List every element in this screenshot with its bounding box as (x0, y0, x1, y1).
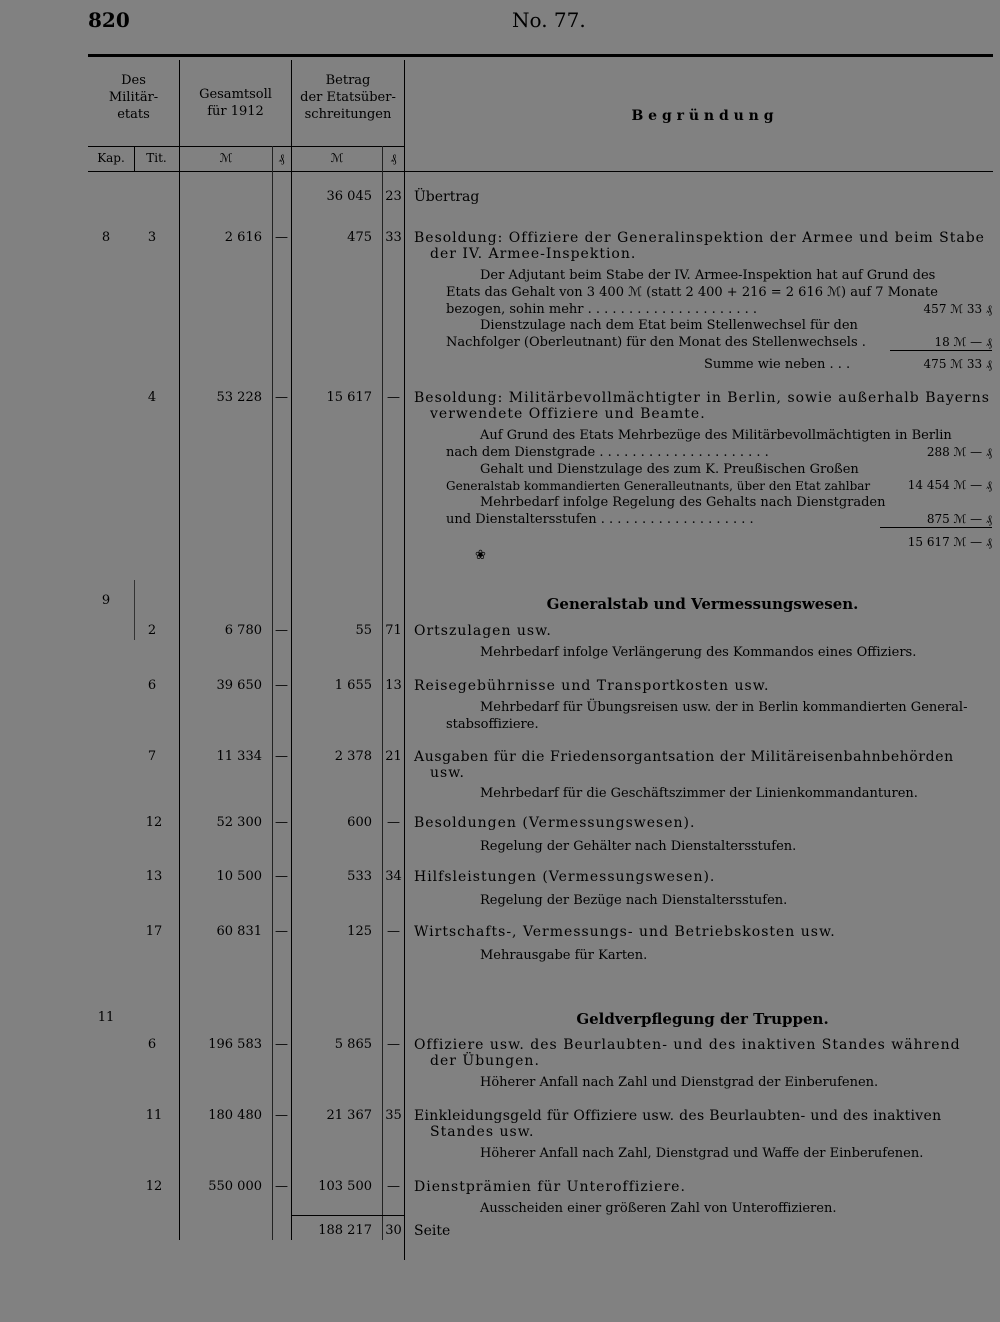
tit-cell: 6 (147, 678, 157, 693)
soll-pf-cell: — (275, 1037, 288, 1052)
detail-value: 14 454 ℳ — ₰ (907, 478, 992, 492)
betrag-cell: 2 378 (334, 749, 372, 764)
detail-sum-label: Summe wie neben . . . (704, 357, 851, 372)
soll-pf-cell: — (275, 1179, 288, 1194)
row-title-line: Besoldungen (Vermessungswesen). (414, 815, 696, 831)
betrag-cell: 125 (347, 924, 372, 939)
betrag-cell: 103 500 (318, 1179, 372, 1194)
tit-cell: 4 (147, 390, 157, 405)
soll-cell: 53 228 (216, 390, 262, 405)
detail-sum-value: 475 ℳ 33 ₰ (923, 357, 992, 371)
col-divider-3 (404, 60, 405, 1260)
row-note-line: Mehrbedarf für die Geschäftszimmer der Linienkommandanturen. (480, 786, 918, 801)
soll-pf-label: ₰ (278, 151, 285, 165)
detail-line: Etats das Gehalt von 3 400 ℳ (statt 2 400 + 216 = 2 616 ℳ) auf 7 Monate (446, 285, 938, 300)
row-note-line: Höherer Anfall nach Zahl, Dienstgrad und Waffe der Einberufenen. (480, 1146, 924, 1161)
header-bottom-rule (88, 171, 993, 172)
row-title-line: Offiziere usw. des Beurlaubten- und des inaktiven Standes während (414, 1037, 961, 1053)
betrag-cell: 21 367 (326, 1108, 372, 1123)
col-header-begruendung: B e g r ü n d u n g (631, 108, 774, 124)
soll-pf-cell: — (275, 924, 288, 939)
row-title-line: verwendete Offiziere und Beamte. (430, 406, 706, 422)
uebertrag-text: Übertrag (414, 189, 480, 205)
betrag-cell: 1 655 (334, 678, 372, 693)
betrag-pf-cell: 13 (385, 678, 402, 693)
soll-cell: 6 780 (224, 623, 262, 638)
detail-line: bezogen, sohin mehr . . . . . . . . . . . . . . . . . . . . . (446, 302, 758, 317)
tit-cell: 12 (145, 815, 163, 830)
betrag-cell: 475 (347, 230, 372, 245)
betrag-mark-label: ℳ (330, 151, 344, 165)
detail-line: Gehalt und Dienstzulage des zum K. Preußischen Großen (480, 462, 859, 477)
uebertrag-pf: 23 (385, 189, 402, 204)
betrag-pf-cell: — (387, 1179, 400, 1194)
row-title-line: der IV. Armee-Inspektion. (430, 246, 637, 262)
detail-value: 875 ℳ — ₰ (880, 512, 992, 528)
betrag-pf-cell: — (387, 1037, 400, 1052)
row-note-line: stabsoffiziere. (446, 717, 539, 732)
section-heading-generalstab: Generalstab und Vermessungswesen. (546, 595, 859, 613)
row-title-line: Besoldung: Militärbevollmächtigter in Berlin, sowie außerhalb Bayerns (414, 390, 990, 406)
detail-value: 288 ℳ — ₰ (926, 445, 992, 459)
betrag-pf-cell: — (387, 815, 400, 830)
sum-rule (291, 1215, 404, 1216)
detail-line: Dienstzulage nach dem Etat beim Stellenwechsel für den (480, 318, 858, 333)
uebertrag-mark: 36 045 (326, 189, 372, 204)
row-title-line: der Übungen. (430, 1053, 540, 1069)
soll-cell: 11 334 (216, 749, 262, 764)
betrag-cell: 5 865 (334, 1037, 372, 1052)
detail-line: nach dem Dienstgrade . . . . . . . . . . . . . . . . . . . . . (446, 445, 769, 460)
detail-line: Mehrbedarf infolge Regelung des Gehalts nach Dienstgraden (480, 495, 886, 510)
kap-9: 9 (101, 593, 111, 608)
row-title-line: Reisegebührnisse und Transportkosten usw. (414, 678, 770, 694)
row-note-line: Regelung der Gehälter nach Dienstaltersstufen. (480, 839, 797, 854)
row-title-line: Ausgaben für die Friedensorgantsation der Militäreisenbahnbehörden (414, 749, 954, 765)
soll-cell: 196 583 (208, 1037, 262, 1052)
row-note-line: Höherer Anfall nach Zahl und Dienstgrad der Einberufenen. (480, 1075, 879, 1090)
row-title-line: Einkleidungsgeld für Offiziere usw. des Beurlaubten- und des inaktiven (414, 1108, 942, 1124)
kap-11: 11 (97, 1010, 115, 1025)
section-heading-geldverpflegung: Geldverpflegung der Truppen. (576, 1010, 829, 1028)
soll-pf-cell: — (275, 1108, 288, 1123)
top-rule (88, 54, 993, 57)
betrag-cell: 15 617 (326, 390, 372, 405)
seite-pf: 30 (385, 1223, 402, 1238)
detail-value: 457 ℳ 33 ₰ (923, 302, 992, 316)
detail-line: und Dienstaltersstufen . . . . . . . . . . . . . . . . . . . (446, 512, 754, 527)
soll-cell: 180 480 (208, 1108, 262, 1123)
betrag-cell: 600 (347, 815, 372, 830)
soll-pf-cell: — (275, 678, 288, 693)
soll-pf-cell: — (275, 390, 288, 405)
pf-divider-1 (272, 146, 273, 1240)
col-header-militaer: Des Militär- etats (108, 73, 159, 122)
row-title-line: Ortszulagen usw. (414, 623, 552, 639)
soll-cell: 10 500 (216, 869, 262, 884)
seite-mark: 188 217 (318, 1223, 372, 1238)
tit-cell: 11 (145, 1108, 163, 1123)
ornament-icon: ❀ (475, 548, 486, 563)
tit-cell: 17 (145, 924, 163, 939)
page-title: No. 77. (512, 8, 586, 32)
betrag-pf-cell: 35 (385, 1108, 402, 1123)
soll-cell: 550 000 (208, 1179, 262, 1194)
soll-cell: 2 616 (224, 230, 262, 245)
betrag-pf-label: ₰ (390, 151, 397, 165)
detail-line: Generalstab kommandierten Generalleutnants, über den Etat zahlbar (446, 479, 871, 493)
tit-cell: 3 (147, 230, 157, 245)
seite-text: Seite (414, 1223, 451, 1239)
kap-label: Kap. (97, 151, 125, 165)
header-divider (88, 146, 405, 147)
betrag-pf-cell: 34 (385, 869, 402, 884)
soll-pf-cell: — (275, 623, 288, 638)
detail-line: Nachfolger (Oberleutnant) für den Monat des Stellenwechsels . (446, 335, 866, 350)
pf-divider-2 (382, 146, 383, 1240)
soll-pf-cell: — (275, 749, 288, 764)
row-note-line: Regelung der Bezüge nach Dienstaltersstufen. (480, 893, 788, 908)
detail-line: Der Adjutant beim Stabe der IV. Armee-Inspektion hat auf Grund des (480, 268, 936, 283)
detail-value: 18 ℳ — ₰ (890, 335, 992, 351)
detail-sum-value: 15 617 ℳ — ₰ (907, 535, 992, 549)
row-title-line: Standes usw. (430, 1124, 535, 1140)
betrag-pf-cell: 21 (385, 749, 402, 764)
soll-mark-label: ℳ (219, 151, 233, 165)
betrag-pf-cell: 33 (385, 230, 402, 245)
tit-label: Tit. (146, 151, 167, 165)
col-header-betrag: Betrag der Etatsüber- schreitungen (300, 73, 396, 122)
row-note-line: Mehrbedarf für Übungsreisen usw. der in Berlin kommandierten General- (480, 700, 968, 715)
tit-cell: 6 (147, 1037, 157, 1052)
betrag-pf-cell: 71 (385, 623, 402, 638)
soll-pf-cell: — (275, 230, 288, 245)
soll-cell: 60 831 (216, 924, 262, 939)
tit-cell: 13 (145, 869, 163, 884)
row-note-line: Mehrbedarf infolge Verlängerung des Kommandos eines Offiziers. (480, 645, 917, 660)
tit-cell: 7 (147, 749, 157, 764)
betrag-cell: 533 (347, 869, 372, 884)
betrag-cell: 55 (355, 623, 372, 638)
betrag-pf-cell: — (387, 924, 400, 939)
betrag-pf-cell: — (387, 390, 400, 405)
soll-cell: 52 300 (216, 815, 262, 830)
soll-cell: 39 650 (216, 678, 262, 693)
soll-pf-cell: — (275, 815, 288, 830)
row-note-line: Ausscheiden einer größeren Zahl von Unteroffizieren. (480, 1201, 837, 1216)
tit-cell: 2 (147, 623, 157, 638)
col-header-gesamtsoll: Gesamtsoll für 1912 (199, 87, 272, 119)
soll-pf-cell: — (275, 869, 288, 884)
kap-8: 8 (101, 230, 111, 245)
row-title-line: Wirtschafts-, Vermessungs- und Betriebskosten usw. (414, 924, 836, 940)
row-title-line: usw. (430, 765, 465, 781)
row-title-line: Dienstprämien für Unteroffiziere. (414, 1179, 686, 1195)
detail-line: Auf Grund des Etats Mehrbezüge des Militärbevollmächtigten in Berlin (480, 428, 952, 443)
tit-cell: 12 (145, 1179, 163, 1194)
row-title-line: Hilfsleistungen (Vermessungswesen). (414, 869, 716, 885)
row-title-line: Besoldung: Offiziere der Generalinspektion der Armee und beim Stabe (414, 230, 985, 246)
page-number: 820 (88, 8, 130, 32)
row-note-line: Mehrausgabe für Karten. (480, 948, 648, 963)
